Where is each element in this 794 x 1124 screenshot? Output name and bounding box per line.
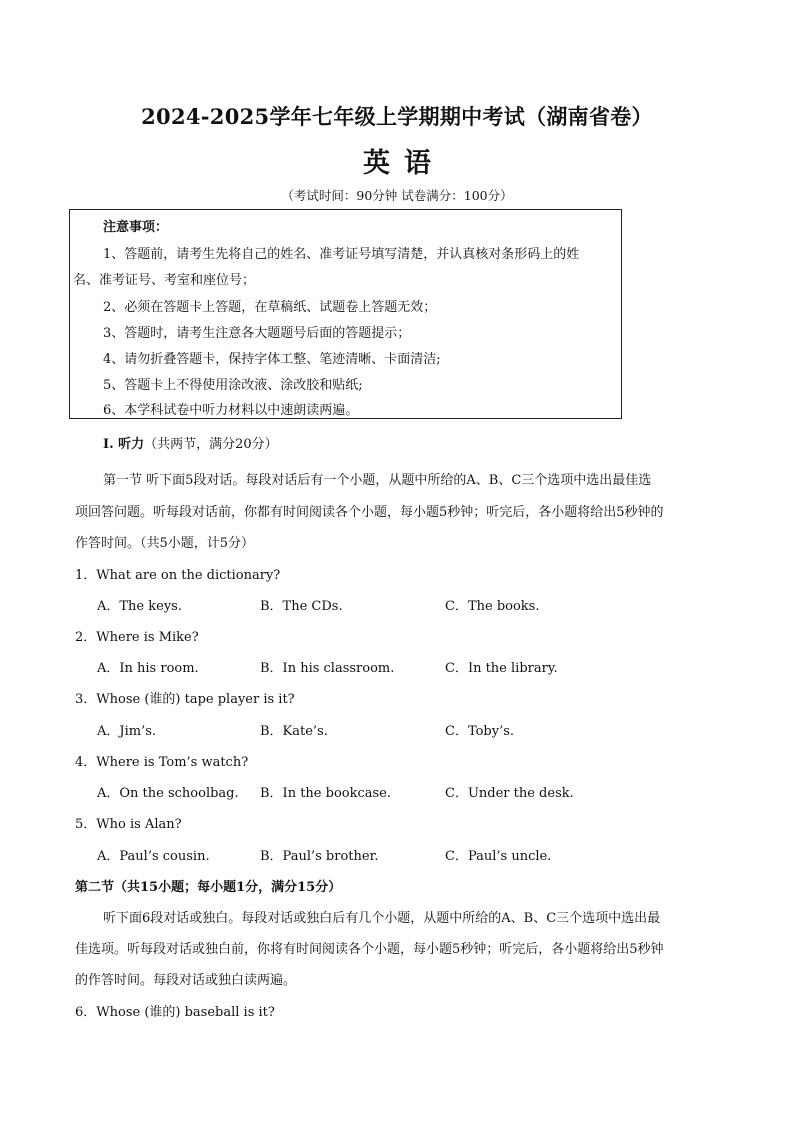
option-4c: C．Under the desk.	[445, 786, 574, 801]
notice-box	[69, 209, 622, 419]
option-3a: A．Jim’s.	[97, 724, 157, 739]
subject-title: 英语	[363, 148, 445, 179]
question-6: 6．Whose (谁的) baseball is it?	[75, 1005, 275, 1020]
section1-line: 作答时间。（共5小题，计5分）	[75, 536, 255, 551]
part1-heading	[103, 433, 278, 452]
notice-item: 名、准考证号、考室和座位号；	[73, 273, 256, 288]
notice-title: 注意事项：	[103, 220, 169, 235]
section1-line: 项回答问题。听每段对话前，你都有时间阅读各个小题，每小题5秒钟；听完后，各小题将给出5秒钟的	[75, 505, 664, 520]
part1-label: I. 听力	[103, 437, 145, 452]
option-3c: C．Toby’s.	[445, 724, 515, 739]
option-5c: C．Paul’s uncle.	[445, 849, 552, 864]
notice-item: 3、答题时，请考生注意各大题题号后面的答题提示；	[103, 326, 411, 341]
option-2a: A．In his room.	[97, 661, 199, 676]
option-2c: C．In the library.	[445, 661, 558, 676]
notice-item: 5、答题卡上不得使用涂改液、涂改胶和贴纸;	[103, 378, 363, 393]
option-1c: C．The books.	[445, 599, 540, 614]
question-5: 5．Who is Alan?	[75, 817, 182, 832]
option-3b: B．Kate’s.	[260, 724, 328, 739]
option-5a: A．Paul’s cousin.	[97, 849, 210, 864]
option-5b: B．Paul’s brother.	[260, 849, 379, 864]
notice-item: 6、本学科试卷中听力材料以中速朗读两遍。	[103, 403, 359, 418]
notice-item: 4、请勿折叠答题卡，保持字体工整、笔迹清晰、卡面清洁;	[103, 352, 441, 367]
question-2: 2．Where is Mike?	[75, 630, 199, 645]
notice-item: 2、必须在答题卡上答题，在草稿纸、试题卷上答题无效；	[103, 300, 437, 315]
part1-note: （共两节，满分20分）	[144, 437, 278, 452]
question-1: 1．What are on the dictionary?	[75, 568, 281, 583]
option-1a: A．The keys.	[97, 599, 182, 614]
option-4b: B．In the bookcase.	[260, 786, 391, 801]
exam-title: 2024-2025学年七年级上学期期中考试（湖南省卷）	[141, 104, 653, 129]
question-3: 3．Whose (谁的) tape player is it?	[75, 692, 295, 707]
notice-item: 1、答题前，请考生先将自己的姓名、准考证号填写清楚，并认真核对条形码上的姓	[103, 247, 580, 262]
section2-heading: 第二节（共15小题；每小题1分，满分15分）	[75, 880, 342, 895]
section2-line: 的作答时间。每段对话或独白读两遍。	[75, 973, 297, 988]
section1-line: 第一节 听下面5段对话。每段对话后有一个小题，从题中所给的A、B、C三个选项中选出最佳选	[103, 473, 652, 488]
option-2b: B．In his classroom.	[260, 661, 395, 676]
section2-line: 佳选项。听每段对话或独白前，你将有时间阅读各个小题，每小题5秒钟；听完后，各小题将给出5秒钟	[75, 942, 664, 957]
section2-line: 听下面6段对话或独白。每段对话或独白后有几个小题，从题中所给的A、B、C三个选项中选出最	[103, 911, 661, 926]
question-4: 4．Where is Tom’s watch?	[75, 755, 249, 770]
option-4a: A．On the schoolbag.	[97, 786, 239, 801]
exam-info: （考试时间：90分钟 试卷满分：100分）	[281, 188, 513, 203]
option-1b: B．The CDs.	[260, 599, 343, 614]
